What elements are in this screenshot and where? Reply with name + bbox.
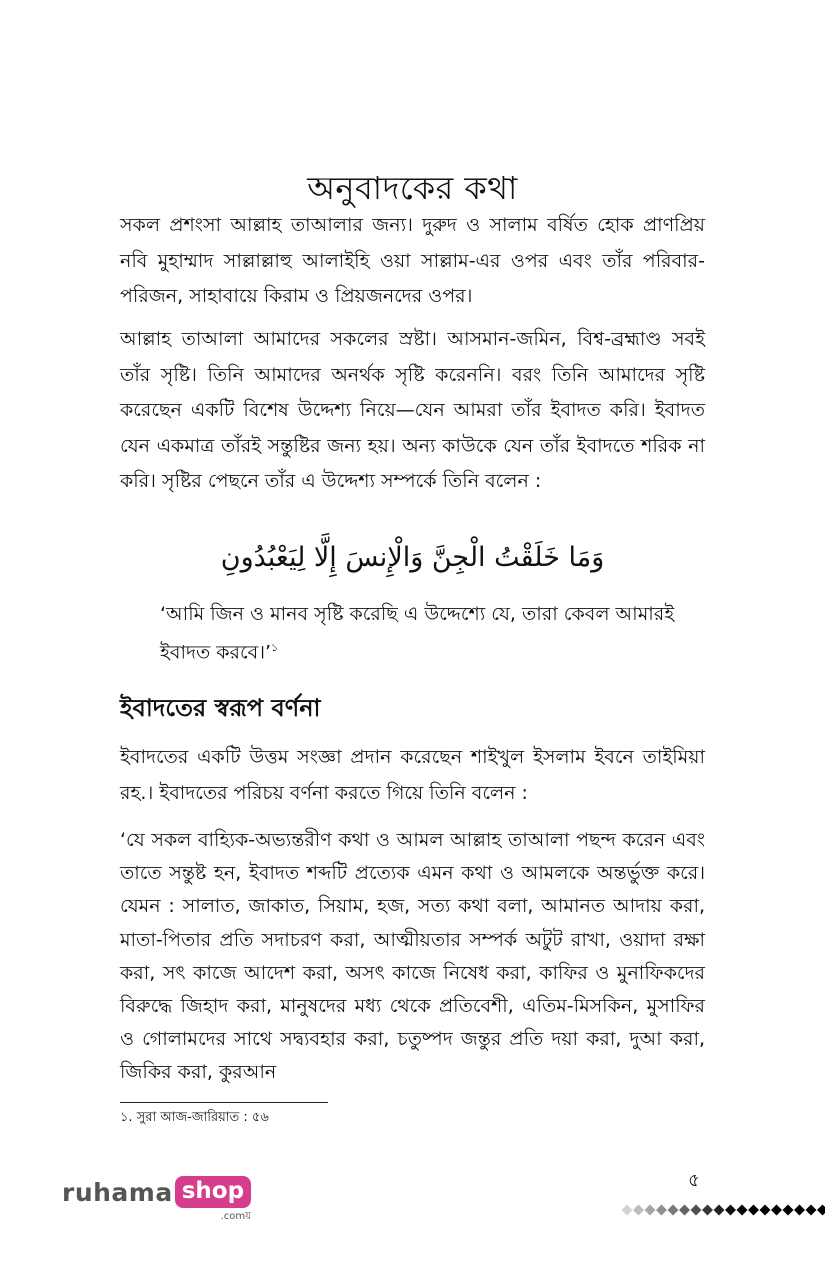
footnote: ১. সুরা আজ-জারিয়াত : ৫৬: [120, 1110, 269, 1125]
diamond-dot: [656, 1205, 667, 1216]
diamond-dot: [668, 1205, 679, 1216]
verse-translation-text: ‘আমি জিন ও মানব সৃষ্টি করেছি এ উদ্দেশ্যে যে, তারা কেবল আমারই ইবাদত করবে।’: [160, 603, 675, 664]
diamond-dot: [691, 1205, 702, 1216]
arabic-verse: وَمَا خَلَقْتُ الْجِنَّ وَالْإِنسَ إِلَّا لِيَعْبُدُونِ: [220, 542, 605, 573]
logo-shop-badge: shop: [175, 1176, 251, 1208]
paragraph-praise: সকল প্রশংসা আল্লাহ তাআলার জন্য। দুরুদ ও সালাম বর্ষিত হোক প্রাণপ্রিয় নবি মুহাম্মাদ সাল্লাল্লাহু আলাইহি ওয়া সাল্লাম-এর ওপর এবং তাঁর পরিবার-পরিজন, সাহাবায়ে কিরাম ও প্রিয়জনদের ওপর।: [120, 214, 705, 307]
diamond-dot: [622, 1205, 633, 1216]
diamond-dot: [783, 1205, 794, 1216]
page-number: ৫: [688, 1170, 700, 1191]
paragraph-definition-quote: ‘যে সকল বাহ্যিক-অভ্যন্তরীণ কথা ও আমল আল্লাহ তাআলা পছন্দ করেন এবং তাতে সন্তুষ্ট হন, ইবাদত শব্দটি প্রত্যেক এমন কথা ও আমলকে অন্তর্ভুক্ত করে। যেমন : সালাত, জাকাত, সিয়াম, হজ, সত্য কথা বলা, আমানত আদায় করা, মাতা-পিতার প্রতি সদাচরণ করা, আত্মীয়তার সম্পর্ক অটুট রাখা, ওয়াদা রক্ষা করা, সৎ কাজে আদেশ করা, অসৎ কাজে নিষেধ করা, কাফির ও মুনাফিকদের বিরুদ্ধে জিহাদ করা, মানুষদের মধ্য থেকে প্রতিবেশী, এতিম-মিসকিন, মুসাফির ও গোলামদের সাথে সদ্ব্যবহার করা, চতুষ্পদ জন্তুর প্রতি দয়া করা, দুআ করা, জিকির করা, কুরআন: [120, 829, 705, 1084]
paragraph-creation: আল্লাহ তাআলা আমাদের সকলের স্রষ্টা। আসমান-জমিন, বিশ্ব-ব্রহ্মাণ্ড সবই তাঁর সৃষ্টি। তিনি আমাদের অনর্থক সৃষ্টি করেননি। বরং তিনি আমাদের সৃষ্টি করেছেন একটি বিশেষ উদ্দেশ্য নিয়ে—যেন আমরা তাঁর ইবাদত করি। ইবাদত যেন একমাত্র তাঁরই সন্তুষ্টির জন্য হয়। অন্য কাউকে যেন তাঁর ইবাদতে শরিক না করি। সৃষ্টির পেছনে তাঁর এ উদ্দেশ্য সম্পর্কে তিনি বলেন :: [120, 328, 705, 492]
diamond-dot: [725, 1205, 736, 1216]
diamond-dot: [771, 1205, 782, 1216]
diamond-dot: [679, 1205, 690, 1216]
logo-shop-group: [175, 1176, 251, 1226]
section-heading: ইবাদতের স্বরূপ বর্ণনা: [120, 694, 321, 722]
logo-name: ruhama: [62, 1178, 173, 1207]
diamond-dot: [806, 1205, 817, 1216]
verse-translation: [160, 598, 700, 669]
diamond-dot: [633, 1205, 644, 1216]
diamond-dot: [737, 1205, 748, 1216]
logo-domain: .comয়: [220, 1211, 252, 1222]
footnote-marker[interactable]: ১: [271, 641, 279, 654]
diamond-dot: [817, 1205, 825, 1216]
diamond-dot: [760, 1205, 771, 1216]
publisher-logo: [62, 1176, 251, 1226]
diamond-dot: [645, 1205, 656, 1216]
diamond-dot: [702, 1205, 713, 1216]
diamond-dot: [714, 1205, 725, 1216]
paragraph-definition-intro: ইবাদতের একটি উত্তম সংজ্ঞা প্রদান করেছেন শাইখুল ইসলাম ইবনে তাইমিয়া রহ.। ইবাদতের পরিচয় বর্ণনা করতে গিয়ে তিনি বলেন :: [120, 746, 705, 804]
page-title: অনুবাদকের কথা: [307, 169, 518, 208]
diamond-dot: [794, 1205, 805, 1216]
diamond-ornament-icon: [621, 1200, 825, 1220]
footnote-divider: [120, 1102, 328, 1103]
diamond-dot: [748, 1205, 759, 1216]
